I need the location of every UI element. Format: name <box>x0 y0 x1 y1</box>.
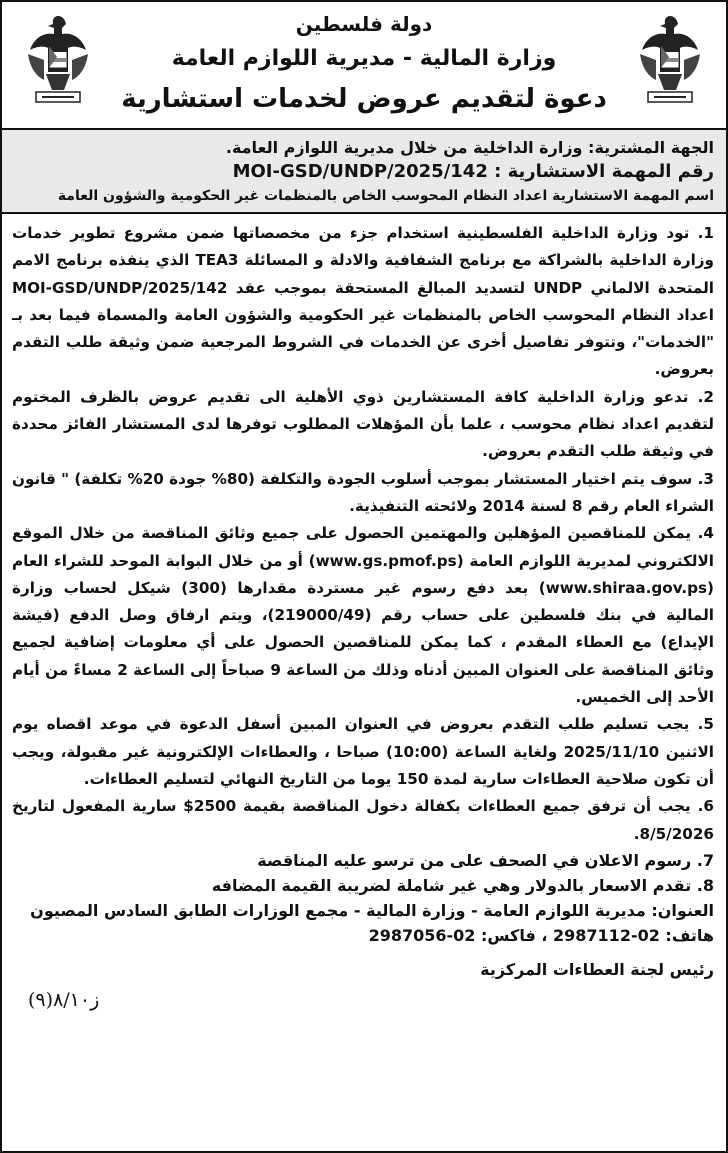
tender-meta <box>2 130 726 214</box>
clause-2: 2. تدعو وزارة الداخلية كافة المستشارين ذوي الأهلية الى تقديم عروض بالظرف المختوم لتقديم اعداد نظام محوسب ، علما بأن المؤهلات المطلوب توفرها لدى المستشار الفائز محددة في وثيقة طلب التقدم بعروض. <box>12 387 714 461</box>
clause-1 <box>12 220 714 384</box>
ministry-name: وزارة المالية - مديرية اللوازم العامة <box>171 46 557 71</box>
header <box>2 2 726 130</box>
procuring-entity: الجهة المشترية: وزارة الداخلية من خلال مديرية اللوازم العامة. <box>225 138 714 157</box>
clause-7: 7. رسوم الاعلان في الصحف على من ترسو عليه المناقصة <box>257 850 714 870</box>
address: العنوان: مديرية اللوازم العامة - وزارة المالية - مجمع الوزارات الطابق السادس المصيون <box>30 900 714 920</box>
clause-6: 6. يجب أن ترفق جميع العطاءات بكفالة دخول المناقصة بقيمة 2500$ سارية المفعول لتاريخ 8/5/2026. <box>12 797 714 843</box>
assignment-number-label: رقم المهمة الاستشارية : <box>494 161 714 182</box>
phone-fax: هاتف: 02-2987112 ، فاكس: 02-2987056 <box>368 925 714 945</box>
signature: رئيس لجنة العطاءات المركزية <box>480 959 714 979</box>
contract-number: MOI-GSD/UNDP/2025/142 <box>12 278 228 297</box>
assignment-name: اسم المهمة الاستشارية اعداد النظام المحوسب الخاص بالمنظمات غير الحكومية والشؤون العامة <box>57 188 714 204</box>
clause-3: 3. سوف يتم اختيار المستشار بموجب أسلوب الجودة والتكلفة (80% جودة 20% تكلفة) " قانون الشراء العام رقم 8 لسنة 2014 ولائحته التنفيذية. <box>12 469 714 515</box>
assignment-number-value: MOI-GSD/UNDP/2025/142 <box>232 161 488 182</box>
clause-5: 5. يجب تسليم طلب التقدم بعروض في العنوان المبين أسفل الدعوة في موعد اقصاه يوم الاثنين 2025/11/10 ولغاية الساعة (10:00) صباحا ، والعطاءات الإلكترونية غير مقبولة، ويجب أن تكون صلاحية العطاءات سارية لمدة 150 يوما من التاريخ النهائي لتسليم العطاءات. <box>12 715 714 788</box>
clause-1-text-a: 1. تود وزارة الداخلية الفلسطينية استخدام جزء من مخصصاتها ضمن مشروع تطوير خدمات وزارة الداخلية بالشراكة مع برنامج الشفافية والادلة و المسائلة TEA3 الذي ينفذه برنامج الامم المتحدة الالماني UNDP لتسديد المبالغ المستحقة بموجب عقد <box>12 224 714 297</box>
clause-1-text-b: اعداد النظام المحوسب الخاص بالمنظمات غير الحكومية والشؤون العامة والمسماة فيما بعد بـ "الخدمات"، وتتوفر تفاصيل أخرى عن الخدمات في الشروط المرجعية ضمن وثيقة طلب التقدم بعروض. <box>12 305 714 379</box>
state-name: دولة فلسطين <box>295 12 433 36</box>
clause-8: 8. تقدم الاسعار بالدولار وهي غير شاملة لضريبة القيمة المضافه <box>211 875 714 895</box>
page-title: دعوة لتقديم عروض لخدمات استشارية <box>121 84 607 114</box>
assignment-number <box>12 160 714 184</box>
handwritten-reference: ز٨/١٠(٩) <box>28 989 100 1011</box>
clause-4: 4. يمكن للمناقصين المؤهلين والمهتمين الحصول على جميع وثائق المناقصة من خلال الموقع الالكتروني لمديرية اللوازم العامة (www.gs.pmof.ps) أو من خلال البوابة الموحد للشراء العام (www.shiraa.gov.ps) بعد دفع رسوم غير مستردة مقدارها (300) شيكل لحساب وزارة المالية في بنك فلسطين على حساب رقم (219000/49)، ويتم ارفاق وصل الدفع (فيشة الإيداع) مع العطاء المقدم ، كما يمكن للمناقصين الحصول على أي معلومات إضافية لجميع وثائق المناقصة على العنوان المبين أدناه وذلك من الساعة 9 صباحاً إلى الساعة 2 مساءً من أيام الأحد إلى الخميس. <box>12 524 715 707</box>
tender-body <box>2 214 726 979</box>
